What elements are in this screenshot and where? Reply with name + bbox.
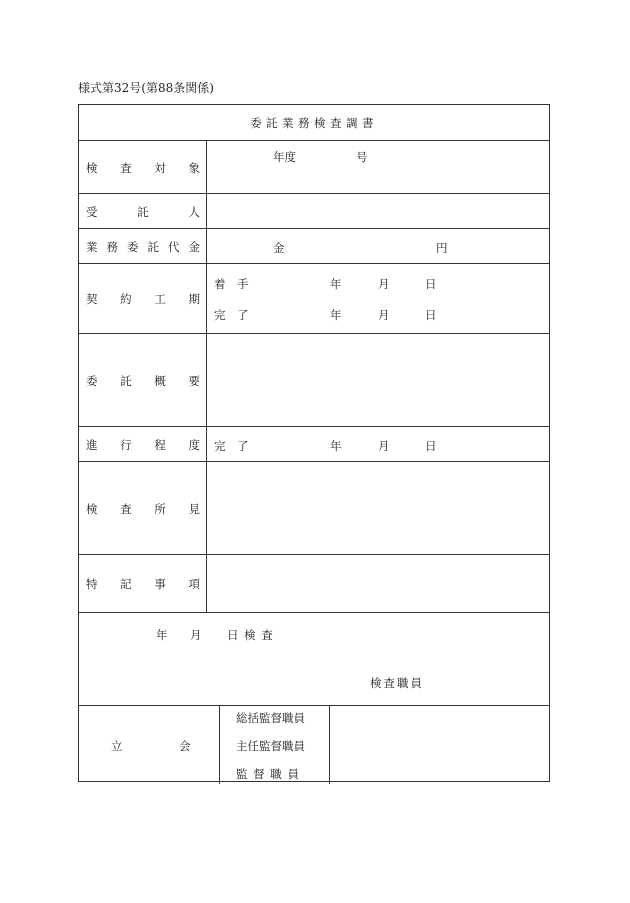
inspection-year: 年 — [156, 628, 168, 642]
row-inspection-findings — [79, 461, 549, 555]
row-special-notes — [79, 554, 549, 613]
witness-label-1: 立 — [111, 739, 123, 753]
inspector-label: 検査職員 — [370, 676, 424, 690]
form-title: 委託業務検査調書 — [250, 116, 378, 130]
inspection-month: 月 — [190, 628, 202, 642]
inspection-day-label: 日 検 査 — [227, 628, 274, 642]
progress-done-label: 完 了 — [214, 439, 249, 453]
row-progress — [79, 426, 549, 462]
label-contractor: 受 託 人 — [79, 194, 207, 229]
supervisor-label: 監 督 職 員 — [236, 767, 300, 781]
label-special-notes: 特 記 事 項 — [79, 555, 207, 613]
label-commission-summary: 委 託 概 要 — [79, 334, 207, 427]
witness-divider-right — [329, 706, 330, 784]
row-commission-summary — [79, 333, 549, 427]
row-contract-period — [79, 263, 549, 334]
row-witness — [79, 705, 549, 784]
progress-day: 日 — [425, 439, 437, 453]
period-start-month: 月 — [378, 277, 390, 291]
label-progress: 進 行 程 度 — [79, 427, 207, 462]
period-end-year: 年 — [330, 308, 342, 322]
period-start-day: 日 — [425, 277, 437, 291]
period-start-label: 着 手 — [214, 277, 249, 291]
number-label: 号 — [356, 150, 368, 164]
fiscal-year-label: 年度 — [273, 150, 296, 164]
inspection-form-table — [78, 104, 550, 782]
period-end-month: 月 — [378, 308, 390, 322]
label-inspection-target: 検 査 対 象 — [79, 141, 207, 194]
label-contract-period: 契 約 工 期 — [79, 264, 207, 334]
fee-yen-label: 円 — [436, 241, 448, 255]
label-contract-fee: 業 務 委 託 代 金 — [79, 229, 207, 264]
period-end-day: 日 — [425, 308, 437, 322]
form-reference: 様式第32号(第88条関係) — [78, 81, 214, 95]
period-start-year: 年 — [330, 277, 342, 291]
fee-kin-label: 金 — [273, 241, 285, 255]
label-inspection-findings: 検 査 所 見 — [79, 462, 207, 555]
row-inspection-target — [79, 140, 549, 194]
progress-year: 年 — [330, 439, 342, 453]
title-row — [79, 105, 549, 140]
general-supervisor-label: 総括監督職員 — [236, 711, 305, 725]
row-contractor — [79, 193, 549, 229]
row-inspection-date — [79, 612, 549, 706]
progress-month: 月 — [378, 439, 390, 453]
chief-supervisor-label: 主任監督職員 — [236, 739, 305, 753]
row-contract-fee — [79, 228, 549, 264]
witness-divider-left — [219, 706, 220, 784]
period-end-label: 完 了 — [214, 308, 249, 322]
witness-label-2: 会 — [179, 739, 191, 753]
